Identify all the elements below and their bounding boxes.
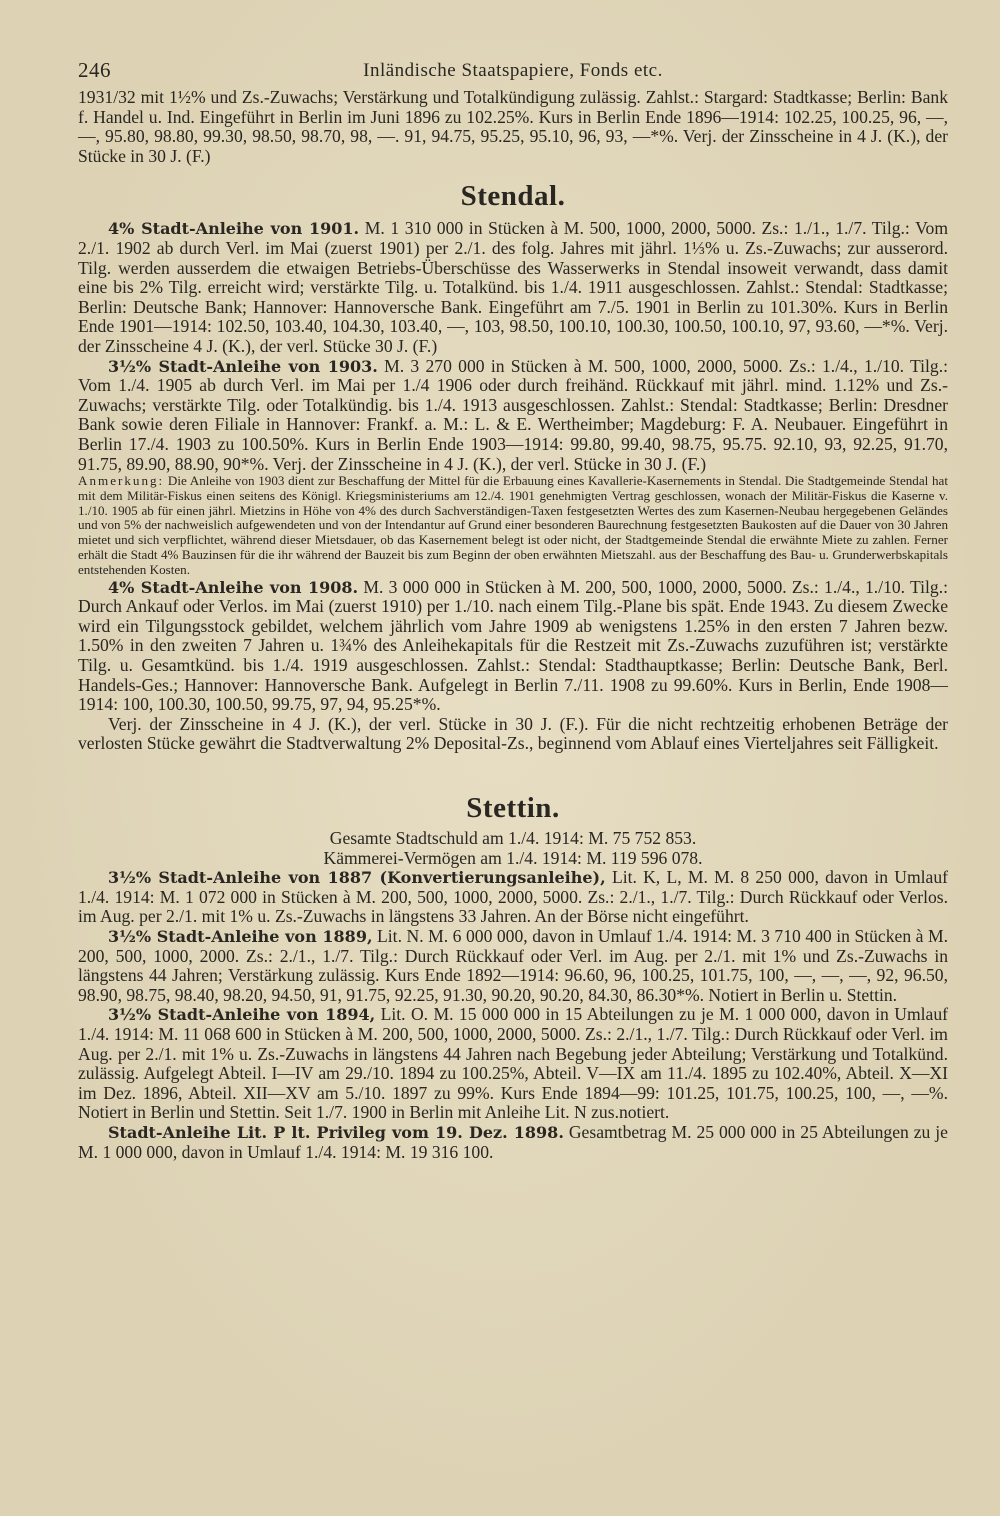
loan-text: Lit. K, L, M. M. 8 250 000, davon in Umlauf 1./4. 1914: M. 1 072 000 in Stücken à M. 200, 500, 1000, 2000, 5000. Zs.: 2./1., 1./7. Tilg.: Durch Rückkauf oder Verlos. im Aug. per 2./1. mit 1% u. Zs.-Zuwachs in längstens 33 Jahren. An der Börse nicht eingeführt. xyxy=(78,867,949,927)
note-label: Anmerkung: xyxy=(78,473,165,489)
loan-title: 3½% Stadt-Anleihe von 1903. xyxy=(108,356,378,376)
stettin-assets-line: Kämmerei-Vermögen am 1./4. 1914: M. 119 596 078. xyxy=(323,847,703,868)
stendal-note xyxy=(78,474,948,578)
stendal-loan-1901 xyxy=(78,219,948,356)
stettin-heading: Stettin. xyxy=(466,792,560,825)
loan-text: Gesamtbetrag M. 25 000 000 in 25 Abteilungen zu je M. 1 000 000, davon in Umlauf 1./4. 1914: M. 19 316 100. xyxy=(78,1121,948,1162)
page-header xyxy=(78,58,948,88)
loan-text: Lit. N. M. 6 000 000, davon in Umlauf 1./4. 1914: M. 3 710 400 in Stücken à M. 200, 500, 1000, 2000. Zs.: 2./1., 1./7. Tilg.: Durch Rückkauf oder Verl. im Aug. per 2./1. mit 1% und Zs.-Zuwachs in längstens 44 Jahren; Verstärkung zulässig. Kurs Ende 1892—1914: 96.60, 96, 100.25, 101.75, 100, —, —, —, 92, 96.50, 98.90, 98.75, 98.40, 98.20, 94.50, 91, 91.75, 92.25, 91.30, 90.20, 90.20, 84.30, 86.30*%. Notiert in Berlin u. Stettin. xyxy=(78,925,949,1005)
stettin-loan-1889 xyxy=(78,927,948,1005)
loan-text: Lit. O. M. 15 000 000 in 15 Abteilungen zu je M. 1 000 000, davon in Umlauf 1./4. 1914: M. 11 068 600 in Stücken à M. 200, 500, 1000, 2000, 5000. Zs.: 2./1., 1./7. Tilg.: Durch Rückkauf oder Verl. im Aug. per 2./1. mit 1% u. Zs.-Zuwachs in längstens 44 Jahren nach Begebung jeder Abteilung; Verstärkung und Totalkünd. zulässig. Aufgelegt Abteil. I—IV am 29./10. 1894 zu 100.25%, Abteil. V—IX am 11./4. 1895 zu 102.40%, Abteil. X—XI im Dez. 1896, Abteil. XII—XV am 5./10. 1897 zu 99%. Kurs Ende 1894—99: 101.25, 101.75, 100.25, 100, —, —%. Notiert in Berlin und Stettin. Seit 1./7. 1900 in Berlin mit Anleihe Lit. N zus.notiert. xyxy=(78,1004,948,1123)
loan-text: M. 1 310 000 in Stücken à M. 500, 1000, 2000, 5000. Zs.: 1./1., 1./7. Tilg.: Vom 2./1. 1902 ab durch Verl. im Mai (zuerst 1901) per 2./1. des folg. Jahres mit jährl. 1⅓% u. Zs.-Zuwachs; zur ausserord. Tilg. werden ausserdem die etwaigen Betriebs-Überschüsse des Wasserwerks in Stendal insoweit verwandt, dass damit eine bis 2% Tilg. erreicht wird; verstärkte Tilg. u. Totalkünd. bis 1./4. 1911 ausgeschlossen. Zahlst.: Stendal: Stadtkasse; Berlin: Deutsche Bank; Hannover: Hannoversche Bank. Eingeführt am 7./5. 1901 in Berlin zu 101.30%. Kurs in Berlin Ende 1901—1914: 102.50, 103.40, 104.30, 103.40, —, 103, 98.50, 100.10, 100.30, 100.50, 100.10, 97, 93.60, —*%. Verj. der Zinsscheine 4 J. (K.), der verl. Stücke 30 J. (F.) xyxy=(78,218,949,356)
stettin-loan-1887 xyxy=(78,868,948,927)
loan-title: Stadt-Anleihe Lit. P lt. Privileg vom 19. Dez. 1898. xyxy=(108,1122,564,1142)
intro-paragraph: 1931/32 mit 1½% und Zs.-Zuwachs; Verstärkung und Totalkündigung zulässig. Zahlst.: Stargard: Stadtkasse; Berlin: Bank f. Handel u. Ind. Eingeführt in Berlin im Juni 1896 zu 102.25%. Kurs in Berlin Ende 1896—1914: 102.25, 100.25, 96, —, —, 95.80, 98.80, 99.30, 98.50, 98.70, 98, —. 91, 94.75, 95.25, 95.10, 96, 93, —*%. Verj. der Zinsscheine in 4 J. (K.), der Stücke in 30 J. (F.) xyxy=(78,87,948,166)
loan-text: M. 3 000 000 in Stücken à M. 200, 500, 1000, 2000, 5000. Zs.: 1./4., 1./10. Tilg.: Durch Ankauf oder Verlos. im Mai (zuerst 1910) per 1./10. nach einem Tilg.-Plane bis spät. Ende 1943. Zu diesem Zwecke wird ein Tilgungsstock gebildet, welchem jährlich vom Jahre 1909 ab wenigstens 1.25% in den ersten 7 Jahren bezw. 1.50% in den zweiten 7 Jahren u. 1¾% des Anleihekapitals für die Restzeit mit Zs.-Zuwachs zuzuführen ist; verstärkte Tilg. u. Gesamtkünd. bis 1./4. 1919 ausgeschlossen. Zahlst.: Stendal: Stadthauptkasse; Berlin: Deutsche Bank, Berl. Handels-Ges.; Hannover: Hannoversche Bank. Aufgelegt in Berlin 7./11. 1908 zu 99.60%. Kurs in Berlin, Ende 1908—1914: 100, 100.30, 100.50, 99.75, 97, 94, 95.25*%. xyxy=(78,576,949,715)
loan-text: M. 3 270 000 in Stücken à M. 500, 1000, 2000, 5000. Zs.: 1./4., 1./10. Tilg.: Vom 1./4. 1905 ab durch Verl. im Mai per 1./4 1906 oder durch freihänd. Rückkauf mit jährl. mind. 1.12% und Zs.-Zuwachs; verstärkte Tilg. oder Totalkündig. bis 1./4. 1913 ausgeschlossen. Zahlst.: Stendal: Stadtkasse; Berlin: Dresdner Bank sowie deren Filiale in Hannover: Frankf. a. M.: L. & E. Wertheimber; Magdeburg: F. A. Neubauer. Eingeführt in Berlin 17./4. 1903 zu 100.50%. Kurs in Berlin Ende 1903—1914: 99.80, 99.40, 98.75, 95.75. 92.10, 93, 92.25, 91.70, 91.75, 89.90, 88.90, 90*%. Verj. der Zinsscheine in 4 J. (K.), der verl. Stücke in 30 J. (F.) xyxy=(78,355,948,474)
stendal-loan-1908 xyxy=(78,578,948,715)
stettin-loan-privilege-1898 xyxy=(78,1123,948,1162)
loan-title: 4% Stadt-Anleihe von 1901. xyxy=(108,219,360,239)
stettin-loan-1894 xyxy=(78,1005,948,1123)
note-text: Die Anleihe von 1903 dient zur Beschaffung der Mittel für die Erbauung eines Kavallerie-Kasernements in Stendal. Die Stadtgemeinde Stendal hat mit dem Militär-Fiskus einen seitens des Königl. Kriegsministeriums am 12./4. 1901 genehmigten Vertrag geschlossen, wonach der Militär-Fiskus die Kaserne v. 1./10. 1905 ab für einen jährl. Mietzins in Höhe von 4% des durch Sachverständigen-Taxen festgesetzten Wertes des zum Kasernen-Neubau hergegebenen Geländes und von 5% der nachweislich aufgewendeten und von der Intendantur auf Grund einer besonderen Baurechnung festgesetzten Baukosten auf die Dauer von 30 Jahren mietet und sich verpflichtet, während dieser Mietsdauer, ob das Kasernement belegt ist oder nicht, der Stadtgemeinde Stendal die erwähnte Miete zu zahlen. Ferner erhält die Stadt 4% Bauzinsen für die ihr während der Bauzeit bis zum Beginn der oben erwähnten Mietszahl. aus der Beschaffung des Bau- u. Grunderwerbskapitals entstehenden Kosten. xyxy=(78,473,948,577)
loan-title: 4% Stadt-Anleihe von 1908. xyxy=(108,577,359,597)
stettin-debt-line: Gesamte Stadtschuld am 1./4. 1914: M. 75 752 853. xyxy=(329,828,697,849)
running-head: Inländische Staatspapiere, Fonds etc. xyxy=(363,60,663,81)
page-number: 246 xyxy=(78,58,111,82)
loan-title: 3½% Stadt-Anleihe von 1894, xyxy=(108,1005,376,1025)
stendal-heading: Stendal. xyxy=(460,180,566,213)
loan-title: 3½% Stadt-Anleihe von 1889, xyxy=(108,926,373,946)
loan-title: 3½% Stadt-Anleihe von 1887 (Konvertierungsanleihe), xyxy=(108,868,606,888)
stendal-loan-1903 xyxy=(78,357,948,475)
stendal-loan-1908-verj: Verj. der Zinsscheine in 4 J. (K.), der verl. Stücke in 30 J. (F.). Für die nicht rechtzeitig erhobenen Beträge der verlosten Stücke gewährt die Stadtverwaltung 2% Deposital-Zs., beginnend vom Ablauf eines Vierteljahres seit Fälligkeit. xyxy=(78,713,948,754)
